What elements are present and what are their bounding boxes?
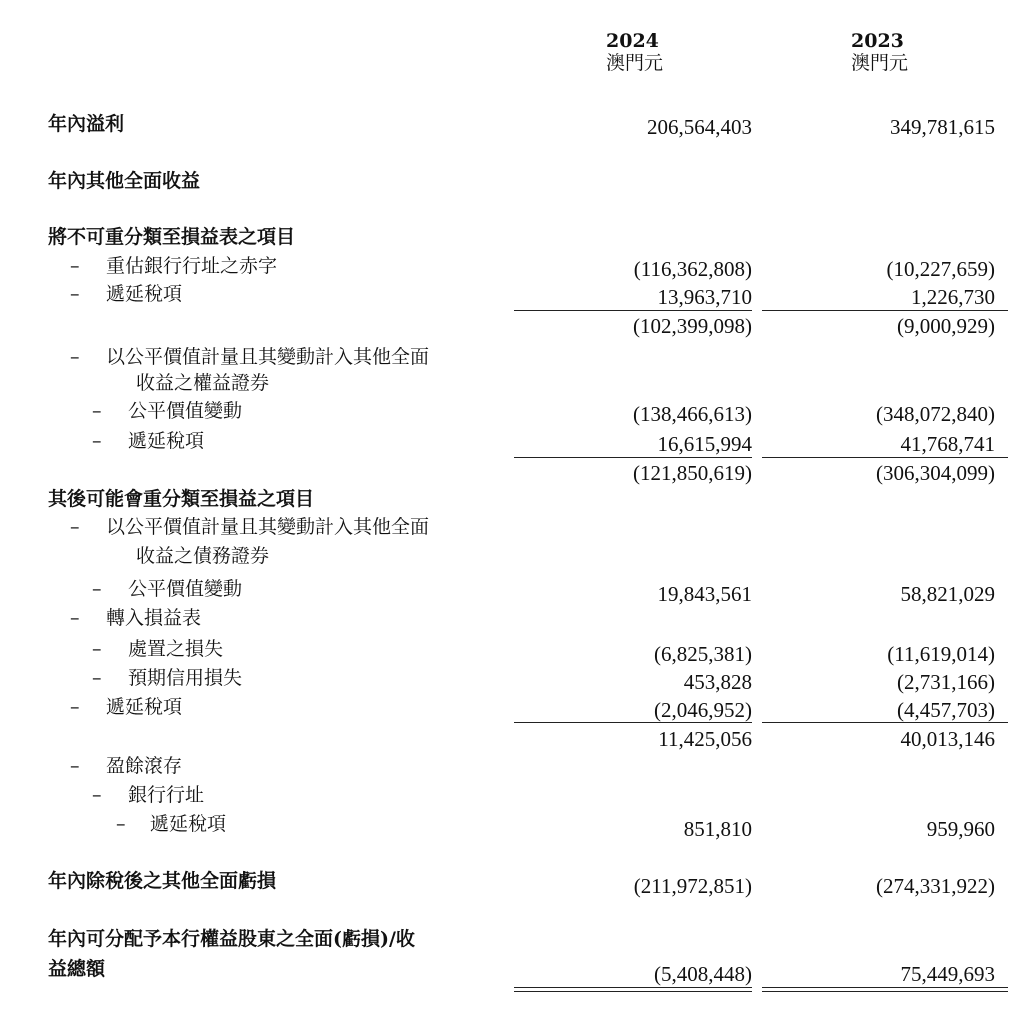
value-2024-fair-value-change: (138,466,613): [633, 402, 752, 426]
subtotal-rule: [762, 310, 1008, 311]
row-label-bank-premises: 銀行行址: [128, 784, 205, 806]
value-2023-expected-credit-loss: (2,731,166): [897, 670, 995, 694]
row-label-total-comprehensive-cont: 益總額: [48, 958, 106, 980]
subtotal-rule: [514, 722, 752, 723]
row-dash: –: [70, 607, 80, 629]
header-currency-2023: 澳門元: [851, 52, 909, 74]
row-label-deferred-tax: 遞延稅項: [106, 696, 183, 718]
header-currency-2024: 澳門元: [606, 52, 664, 74]
value-2023-deferred-tax: 1,226,730: [911, 285, 995, 309]
section-title-oci: 年內其他全面收益: [48, 170, 201, 192]
value-2023-oci-net-of-tax: (274,331,922): [876, 874, 995, 898]
value-2024-deferred-tax: (2,046,952): [654, 698, 752, 722]
value-2024-oci-net-of-tax: (211,972,851): [633, 874, 752, 898]
row-dash: –: [70, 255, 80, 277]
value-2024-deferred-tax: 16,615,994: [657, 432, 752, 456]
total-double-rule: [514, 991, 752, 992]
value-2023-deferred-tax: 41,768,741: [900, 432, 995, 456]
row-dash: –: [92, 400, 102, 422]
section-title-reclassified: 其後可能會重分類至損益之項目: [48, 488, 315, 510]
subtotal-rule: [514, 310, 752, 311]
row-dash: –: [92, 578, 102, 600]
value-2024-subtotal: 11,425,056: [658, 727, 752, 751]
value-2023-subtotal: (9,000,929): [897, 314, 995, 338]
row-label-total-comprehensive: 年內可分配予本行權益股東之全面(虧損)/收: [48, 928, 415, 950]
subtotal-rule: [762, 457, 1008, 458]
subtotal-rule: [762, 722, 1008, 723]
row-label-deferred-tax: 遞延稅項: [150, 813, 227, 835]
row-label-fair-value-change: 公平價值變動: [128, 400, 243, 422]
row-dash: –: [70, 755, 80, 777]
subtotal-rule: [514, 457, 752, 458]
row-dash: –: [116, 813, 126, 835]
row-dash: –: [92, 784, 102, 806]
value-2023-subtotal: (306,304,099): [876, 461, 995, 485]
row-label-debt-fvoci-cont: 收益之債務證券: [136, 545, 270, 567]
total-double-rule: [514, 987, 752, 988]
value-2023-deferred-tax: (4,457,703): [897, 698, 995, 722]
row-label-oci-net-of-tax: 年內除稅後之其他全面虧損: [48, 870, 277, 892]
row-dash: –: [70, 696, 80, 718]
row-dash: –: [92, 638, 102, 660]
value-2023-disposal-loss: (11,619,014): [887, 642, 995, 666]
row-dash: –: [70, 346, 80, 368]
row-dash: –: [70, 283, 80, 305]
value-2023-profit: 349,781,615: [890, 115, 995, 139]
value-2024-subtotal: (121,850,619): [633, 461, 752, 485]
row-label-profit: 年內溢利: [48, 113, 125, 135]
row-label-disposal-loss: 處置之損失: [128, 638, 224, 660]
header-year-2023: 2023: [851, 30, 904, 52]
row-dash: –: [92, 667, 102, 689]
row-label-retained-earnings: 盈餘滾存: [106, 755, 183, 777]
row-label-equity-fvoci-cont: 收益之權益證券: [136, 372, 270, 394]
value-2024-fair-value-change: 19,843,561: [657, 582, 752, 606]
row-label-expected-credit-loss: 預期信用損失: [128, 667, 243, 689]
row-label-equity-fvoci: 以公平價值計量且其變動計入其他全面: [106, 346, 430, 368]
row-label-fair-value-change: 公平價值變動: [128, 578, 243, 600]
row-label-deferred-tax: 遞延稅項: [106, 283, 183, 305]
row-dash: –: [92, 430, 102, 452]
value-2024-deferred-tax: 851,810: [683, 817, 752, 841]
row-label-revaluation-deficit: 重估銀行行址之赤字: [106, 255, 278, 277]
value-2024-deferred-tax: 13,963,710: [657, 285, 752, 309]
value-2023-fair-value-change: (348,072,840): [876, 402, 995, 426]
value-2023-subtotal: 40,013,146: [900, 727, 995, 751]
row-label-debt-fvoci: 以公平價值計量且其變動計入其他全面: [106, 516, 430, 538]
value-2023-total-comprehensive: 75,449,693: [900, 962, 995, 986]
value-2024-revaluation-deficit: (116,362,808): [633, 257, 752, 281]
value-2024-disposal-loss: (6,825,381): [654, 642, 752, 666]
value-2024-subtotal: (102,399,098): [633, 314, 752, 338]
value-2023-fair-value-change: 58,821,029: [900, 582, 995, 606]
value-2024-profit: 206,564,403: [647, 115, 752, 139]
row-label-transfer-to-pl: 轉入損益表: [106, 607, 202, 629]
row-dash: –: [70, 516, 80, 538]
row-label-deferred-tax: 遞延稅項: [128, 430, 205, 452]
total-double-rule: [762, 991, 1008, 992]
total-double-rule: [762, 987, 1008, 988]
value-2023-deferred-tax: 959,960: [926, 817, 995, 841]
value-2023-revaluation-deficit: (10,227,659): [886, 257, 995, 281]
value-2024-expected-credit-loss: 453,828: [683, 670, 752, 694]
section-title-not-reclassified: 將不可重分類至損益表之項目: [48, 226, 296, 248]
value-2024-total-comprehensive: (5,408,448): [654, 962, 752, 986]
header-year-2024: 2024: [606, 30, 659, 52]
